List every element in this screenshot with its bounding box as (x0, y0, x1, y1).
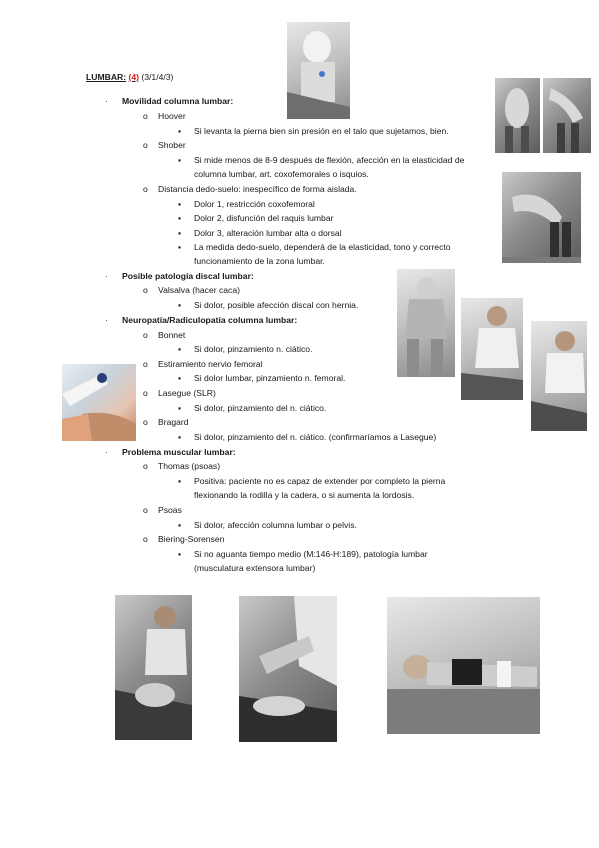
bullet-square: ▪ (178, 549, 182, 559)
femoral-detail: Si dolor lumbar, pinzamiento n. femoral. (194, 373, 346, 383)
title-suffix: (3/1/4/3) (141, 72, 174, 82)
dedo-suelo-dolor-2: Dolor 2, disfunción del raquis lumbar (194, 213, 334, 223)
bonnet-detail: Si dolor, pinzamiento n. ciático. (194, 344, 313, 354)
bullet-circle: o (143, 330, 148, 340)
bullet-dot: · (105, 271, 108, 281)
bullet-circle: o (143, 111, 148, 121)
bullet-circle: o (143, 461, 148, 471)
test-dedo-suelo: Distancia dedo-suelo: inespecífico de forma aislada. (158, 184, 357, 194)
test-femoral: Estiramiento nervio femoral (158, 359, 263, 369)
title-count: (4) (128, 72, 140, 82)
bullet-square: ▪ (178, 373, 182, 383)
test-biering-sorensen: Biering-Sorensen (158, 534, 225, 544)
section-heading-muscular: Problema muscular lumbar: (122, 447, 236, 457)
bullet-circle: o (143, 417, 148, 427)
bullet-circle: o (143, 359, 148, 369)
psoas-detail: Si dolor, afección columna lumbar o pelvis. (194, 520, 357, 530)
biering-detail-2: (musculatura extensora lumbar) (194, 563, 316, 573)
section-heading-neuropatia: Neuropatía/Radiculopatía columna lumbar: (122, 315, 298, 325)
thomas-detail-2: flexionando la rodilla y la cadera, o si aumenta la lordosis. (194, 490, 415, 500)
bullet-dot: · (105, 447, 108, 457)
shober-detail-2: columna lumbar, art. coxofemorales o isquios. (194, 169, 369, 179)
test-bonnet: Bonnet (158, 330, 186, 340)
bullet-circle: o (143, 184, 148, 194)
test-valsalva: Valsalva (hacer caca) (158, 285, 240, 295)
bullet-square: ▪ (178, 432, 182, 442)
test-lasegue: Lasegue (SLR) (158, 388, 216, 398)
shober-photo-2 (543, 78, 591, 153)
valsalva-photo (397, 269, 455, 377)
page-title (86, 72, 173, 83)
shober-photo-1 (495, 78, 540, 153)
bullet-square: ▪ (178, 126, 182, 136)
bullet-circle: o (143, 534, 148, 544)
finger-floor-photo (502, 172, 581, 263)
lasegue-photo (62, 364, 136, 441)
test-psoas: Psoas (158, 505, 182, 515)
lasegue-detail: Si dolor, pinzamiento del n. ciático. (194, 403, 327, 413)
dedo-suelo-medida-1: La medida dedo-suelo, dependerá de la elasticidad, tono y correcto (194, 242, 451, 252)
bullet-circle: o (143, 285, 148, 295)
dedo-suelo-medida-2: funcionamiento de la zona lumbar. (194, 256, 325, 266)
title-main: LUMBAR: (86, 72, 127, 82)
biering-sorensen-photo (387, 597, 540, 734)
test-thomas: Thomas (psoas) (158, 461, 221, 471)
bullet-square: ▪ (178, 228, 182, 238)
test-hoover: Hoover (158, 111, 186, 121)
section-heading-discal: Posible patología discal lumbar: (122, 271, 254, 281)
bullet-square: ▪ (178, 155, 182, 165)
bonnet-photo (461, 298, 523, 400)
shober-detail-1: Si mide menos de 8-9 después de flexión, afección en la elasticidad de (194, 155, 465, 165)
femoral-stretch-photo (531, 321, 587, 431)
bullet-circle: o (143, 388, 148, 398)
hoover-detail: Si levanta la pierna bien sin presión en el talo que sujetamos, bien. (194, 126, 449, 136)
bullet-square: ▪ (178, 476, 182, 486)
psoas-photo (239, 596, 337, 742)
dedo-suelo-dolor-3: Dolor 3, alteración lumbar alta o dorsal (194, 228, 342, 238)
dedo-suelo-dolor-1: Dolor 1, restricción coxofemoral (194, 199, 315, 209)
bullet-circle: o (143, 140, 148, 150)
test-bragard: Bragard (158, 417, 189, 427)
thomas-detail-1: Positiva: paciente no es capaz de extender por completo la pierna (194, 476, 446, 486)
bullet-square: ▪ (178, 199, 182, 209)
hoover-test-photo (287, 22, 350, 119)
test-shober: Shober (158, 140, 186, 150)
bullet-circle: o (143, 505, 148, 515)
biering-detail-1: Si no aguanta tiempo medio (M:146-H:189), patología lumbar (194, 549, 428, 559)
bullet-dot: · (105, 96, 108, 106)
bullet-square: ▪ (178, 300, 182, 310)
section-heading-movilidad: Movilidad columna lumbar: (122, 96, 234, 106)
bullet-square: ▪ (178, 344, 182, 354)
bullet-square: ▪ (178, 403, 182, 413)
bullet-square: ▪ (178, 213, 182, 223)
bullet-square: ▪ (178, 520, 182, 530)
bullet-square: ▪ (178, 242, 182, 252)
thomas-photo (115, 595, 192, 740)
valsalva-detail: Si dolor, posible afección discal con hernia. (194, 300, 359, 310)
bragard-detail: Si dolor, pinzamiento del n. ciático. (confirmaríamos a Lasegue) (194, 432, 437, 442)
bullet-dot: · (105, 315, 108, 325)
